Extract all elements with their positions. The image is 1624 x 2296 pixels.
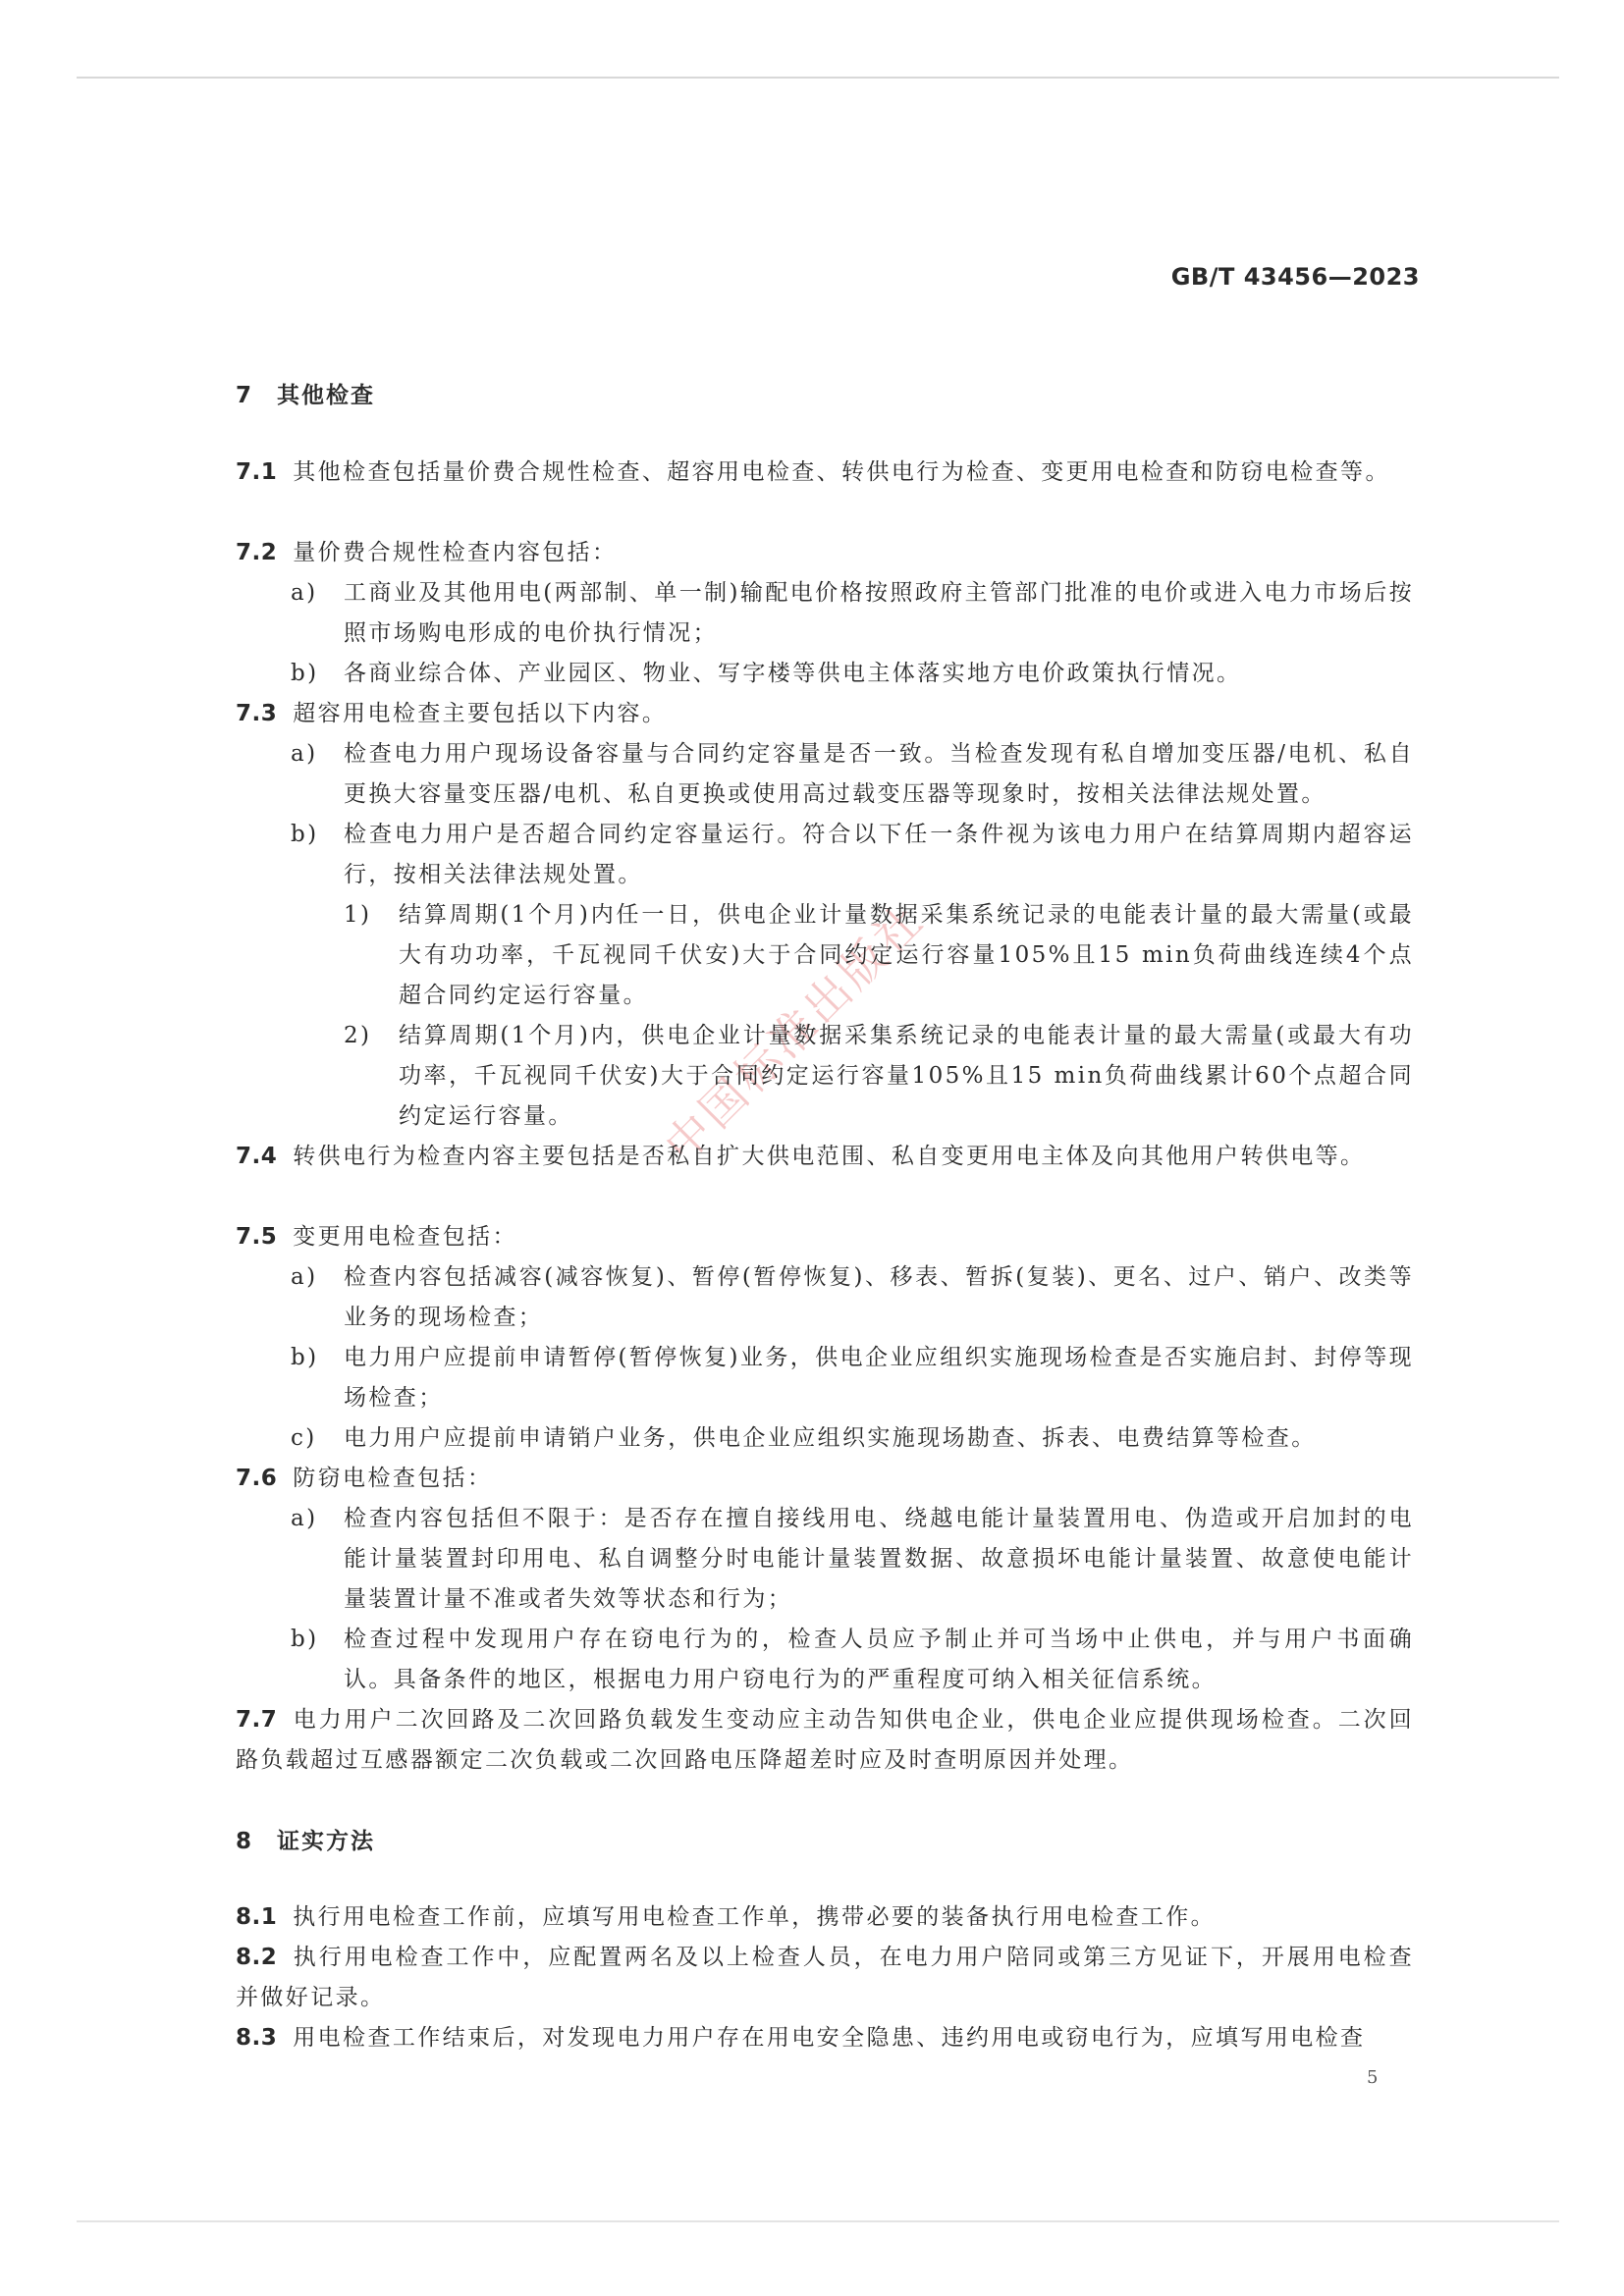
clause-number: 8.2 xyxy=(236,1945,278,1970)
item-marker: c) xyxy=(291,1425,317,1451)
item-7-5-b xyxy=(291,1338,1414,1418)
clause-7-2 xyxy=(236,533,1414,573)
clause-number: 7.4 xyxy=(236,1144,278,1169)
subitem-7-3-b-2 xyxy=(344,1016,1414,1137)
clause-8-3 xyxy=(236,2018,1414,2058)
item-7-3-a xyxy=(291,734,1414,815)
clause-text: 电力用户二次回路及二次回路负载发生变动应主动告知供电企业，供电企业应提供现场检查。二次回路负载超过互感器额定二次负载或二次回路电压降超差时应及时查明原因并处理。 xyxy=(236,1707,1414,1773)
item-marker: a) xyxy=(291,580,318,606)
clause-number: 7.7 xyxy=(236,1707,278,1733)
item-7-3-b xyxy=(291,815,1414,895)
subitem-text: 结算周期(1个月)内任一日，供电企业计量数据采集系统记录的电能表计量的最大需量(或最大有功功率，千瓦视同千伏安)大于合同约定运行容量105%且15 min负荷曲线连续4个点超合同约定运行容量。 xyxy=(399,902,1414,1008)
subitem-text: 结算周期(1个月)内，供电企业计量数据采集系统记录的电能表计量的最大需量(或最大有功功率，千瓦视同千伏安)大于合同约定运行容量105%且15 min负荷曲线累计60个点超合同约定运行容量。 xyxy=(399,1023,1414,1129)
page-number: 5 xyxy=(1367,2067,1379,2088)
clause-number: 7.6 xyxy=(236,1466,278,1491)
subitem-marker: 1) xyxy=(344,902,372,928)
item-marker: b) xyxy=(291,1345,319,1370)
clause-7-6 xyxy=(236,1459,1414,1499)
clause-number: 7.1 xyxy=(236,459,278,485)
item-7-6-a xyxy=(291,1499,1414,1620)
publisher-watermark: 中国标准出版社 xyxy=(654,891,936,1173)
clause-number: 7.3 xyxy=(236,701,278,726)
section-title: 证实方法 xyxy=(277,1829,375,1854)
clause-text: 防窃电检查包括： xyxy=(293,1466,493,1491)
section-7-heading xyxy=(236,377,375,409)
item-text: 电力用户应提前申请销户业务，供电企业应组织实施现场勘查、拆表、电费结算等检查。 xyxy=(344,1425,1317,1451)
bottom-rule xyxy=(77,2220,1559,2222)
clause-text: 执行用电检查工作前，应填写用电检查工作单，携带必要的装备执行用电检查工作。 xyxy=(293,1904,1217,1930)
item-7-5-a xyxy=(291,1257,1414,1338)
clause-text: 用电检查工作结束后，对发现电力用户存在用电安全隐患、违约用电或窃电行为，应填写用电检查 xyxy=(293,2025,1366,2051)
item-text: 检查内容包括减容(减容恢复)、暂停(暂停恢复)、移表、暂拆(复装)、更名、过户、销户、改类等业务的现场检查； xyxy=(344,1264,1414,1330)
clause-8-2 xyxy=(236,1938,1414,2018)
clause-text: 量价费合规性检查内容包括： xyxy=(293,540,618,565)
item-text: 电力用户应提前申请暂停(暂停恢复)业务，供电企业应组织实施现场检查是否实施启封、封停等现场检查； xyxy=(344,1345,1414,1411)
section-8-heading xyxy=(236,1823,375,1855)
item-text: 检查电力用户现场设备容量与合同约定容量是否一致。当检查发现有私自增加变压器/电机、私自更换大容量变压器/电机、私自更换或使用高过载变压器等现象时，按相关法律法规处置。 xyxy=(344,741,1414,807)
section-title: 其他检查 xyxy=(277,383,375,408)
clause-number: 8.3 xyxy=(236,2025,278,2051)
item-marker: b) xyxy=(291,661,319,686)
item-text: 检查内容包括但不限于：是否存在擅自接线用电、绕越电能计量装置用电、伪造或开启加封的电能计量装置封印用电、私自调整分时电能计量装置数据、故意损坏电能计量装置、故意使电能计量装置计量不准或者失效等状态和行为； xyxy=(344,1506,1414,1612)
item-7-2-a xyxy=(291,573,1414,654)
clause-7-4 xyxy=(236,1137,1414,1177)
item-text: 工商业及其他用电(两部制、单一制)输配电价格按照政府主管部门批准的电价或进入电力市场后按照市场购电形成的电价执行情况； xyxy=(344,580,1414,646)
top-rule xyxy=(77,77,1559,79)
subitem-7-3-b-1 xyxy=(344,895,1414,1016)
subitem-marker: 2) xyxy=(344,1023,372,1048)
clause-7-3 xyxy=(236,694,1414,734)
item-7-2-b xyxy=(291,654,1414,694)
item-7-5-c xyxy=(291,1418,1414,1459)
item-marker: b) xyxy=(291,1627,319,1652)
clause-text: 变更用电检查包括： xyxy=(293,1224,517,1250)
item-text: 检查电力用户是否超合同约定容量运行。符合以下任一条件视为该电力用户在结算周期内超容运行，按相关法律法规处置。 xyxy=(344,822,1414,887)
clause-text: 执行用电检查工作中，应配置两名及以上检查人员，在电力用户陪同或第三方见证下，开展用电检查并做好记录。 xyxy=(236,1945,1414,2010)
clause-number: 7.2 xyxy=(236,540,278,565)
clause-7-1 xyxy=(236,453,1414,493)
section-number: 8 xyxy=(236,1829,254,1854)
clause-8-1 xyxy=(236,1897,1414,1938)
item-text: 各商业综合体、产业园区、物业、写字楼等供电主体落实地方电价政策执行情况。 xyxy=(344,661,1242,686)
item-marker: a) xyxy=(291,1264,318,1290)
clause-text: 超容用电检查主要包括以下内容。 xyxy=(293,701,668,726)
clause-text: 其他检查包括量价费合规性检查、超容用电检查、转供电行为检查、变更用电检查和防窃电检查等。 xyxy=(293,459,1390,485)
clause-text: 转供电行为检查内容主要包括是否私自扩大供电范围、私自变更用电主体及向其他用户转供电等。 xyxy=(293,1144,1366,1169)
clause-number: 7.5 xyxy=(236,1224,278,1250)
item-7-6-b xyxy=(291,1620,1414,1700)
clause-number: 8.1 xyxy=(236,1904,278,1930)
item-marker: a) xyxy=(291,1506,318,1531)
item-marker: a) xyxy=(291,741,318,767)
clause-7-7 xyxy=(236,1700,1414,1781)
document-code: GB/T 43456—2023 xyxy=(1170,263,1420,291)
section-number: 7 xyxy=(236,383,254,408)
item-marker: b) xyxy=(291,822,319,847)
clause-7-5 xyxy=(236,1217,1414,1257)
item-text: 检查过程中发现用户存在窃电行为的，检查人员应予制止并可当场中止供电，并与用户书面确认。具备条件的地区，根据电力用户窃电行为的严重程度可纳入相关征信系统。 xyxy=(344,1627,1414,1692)
